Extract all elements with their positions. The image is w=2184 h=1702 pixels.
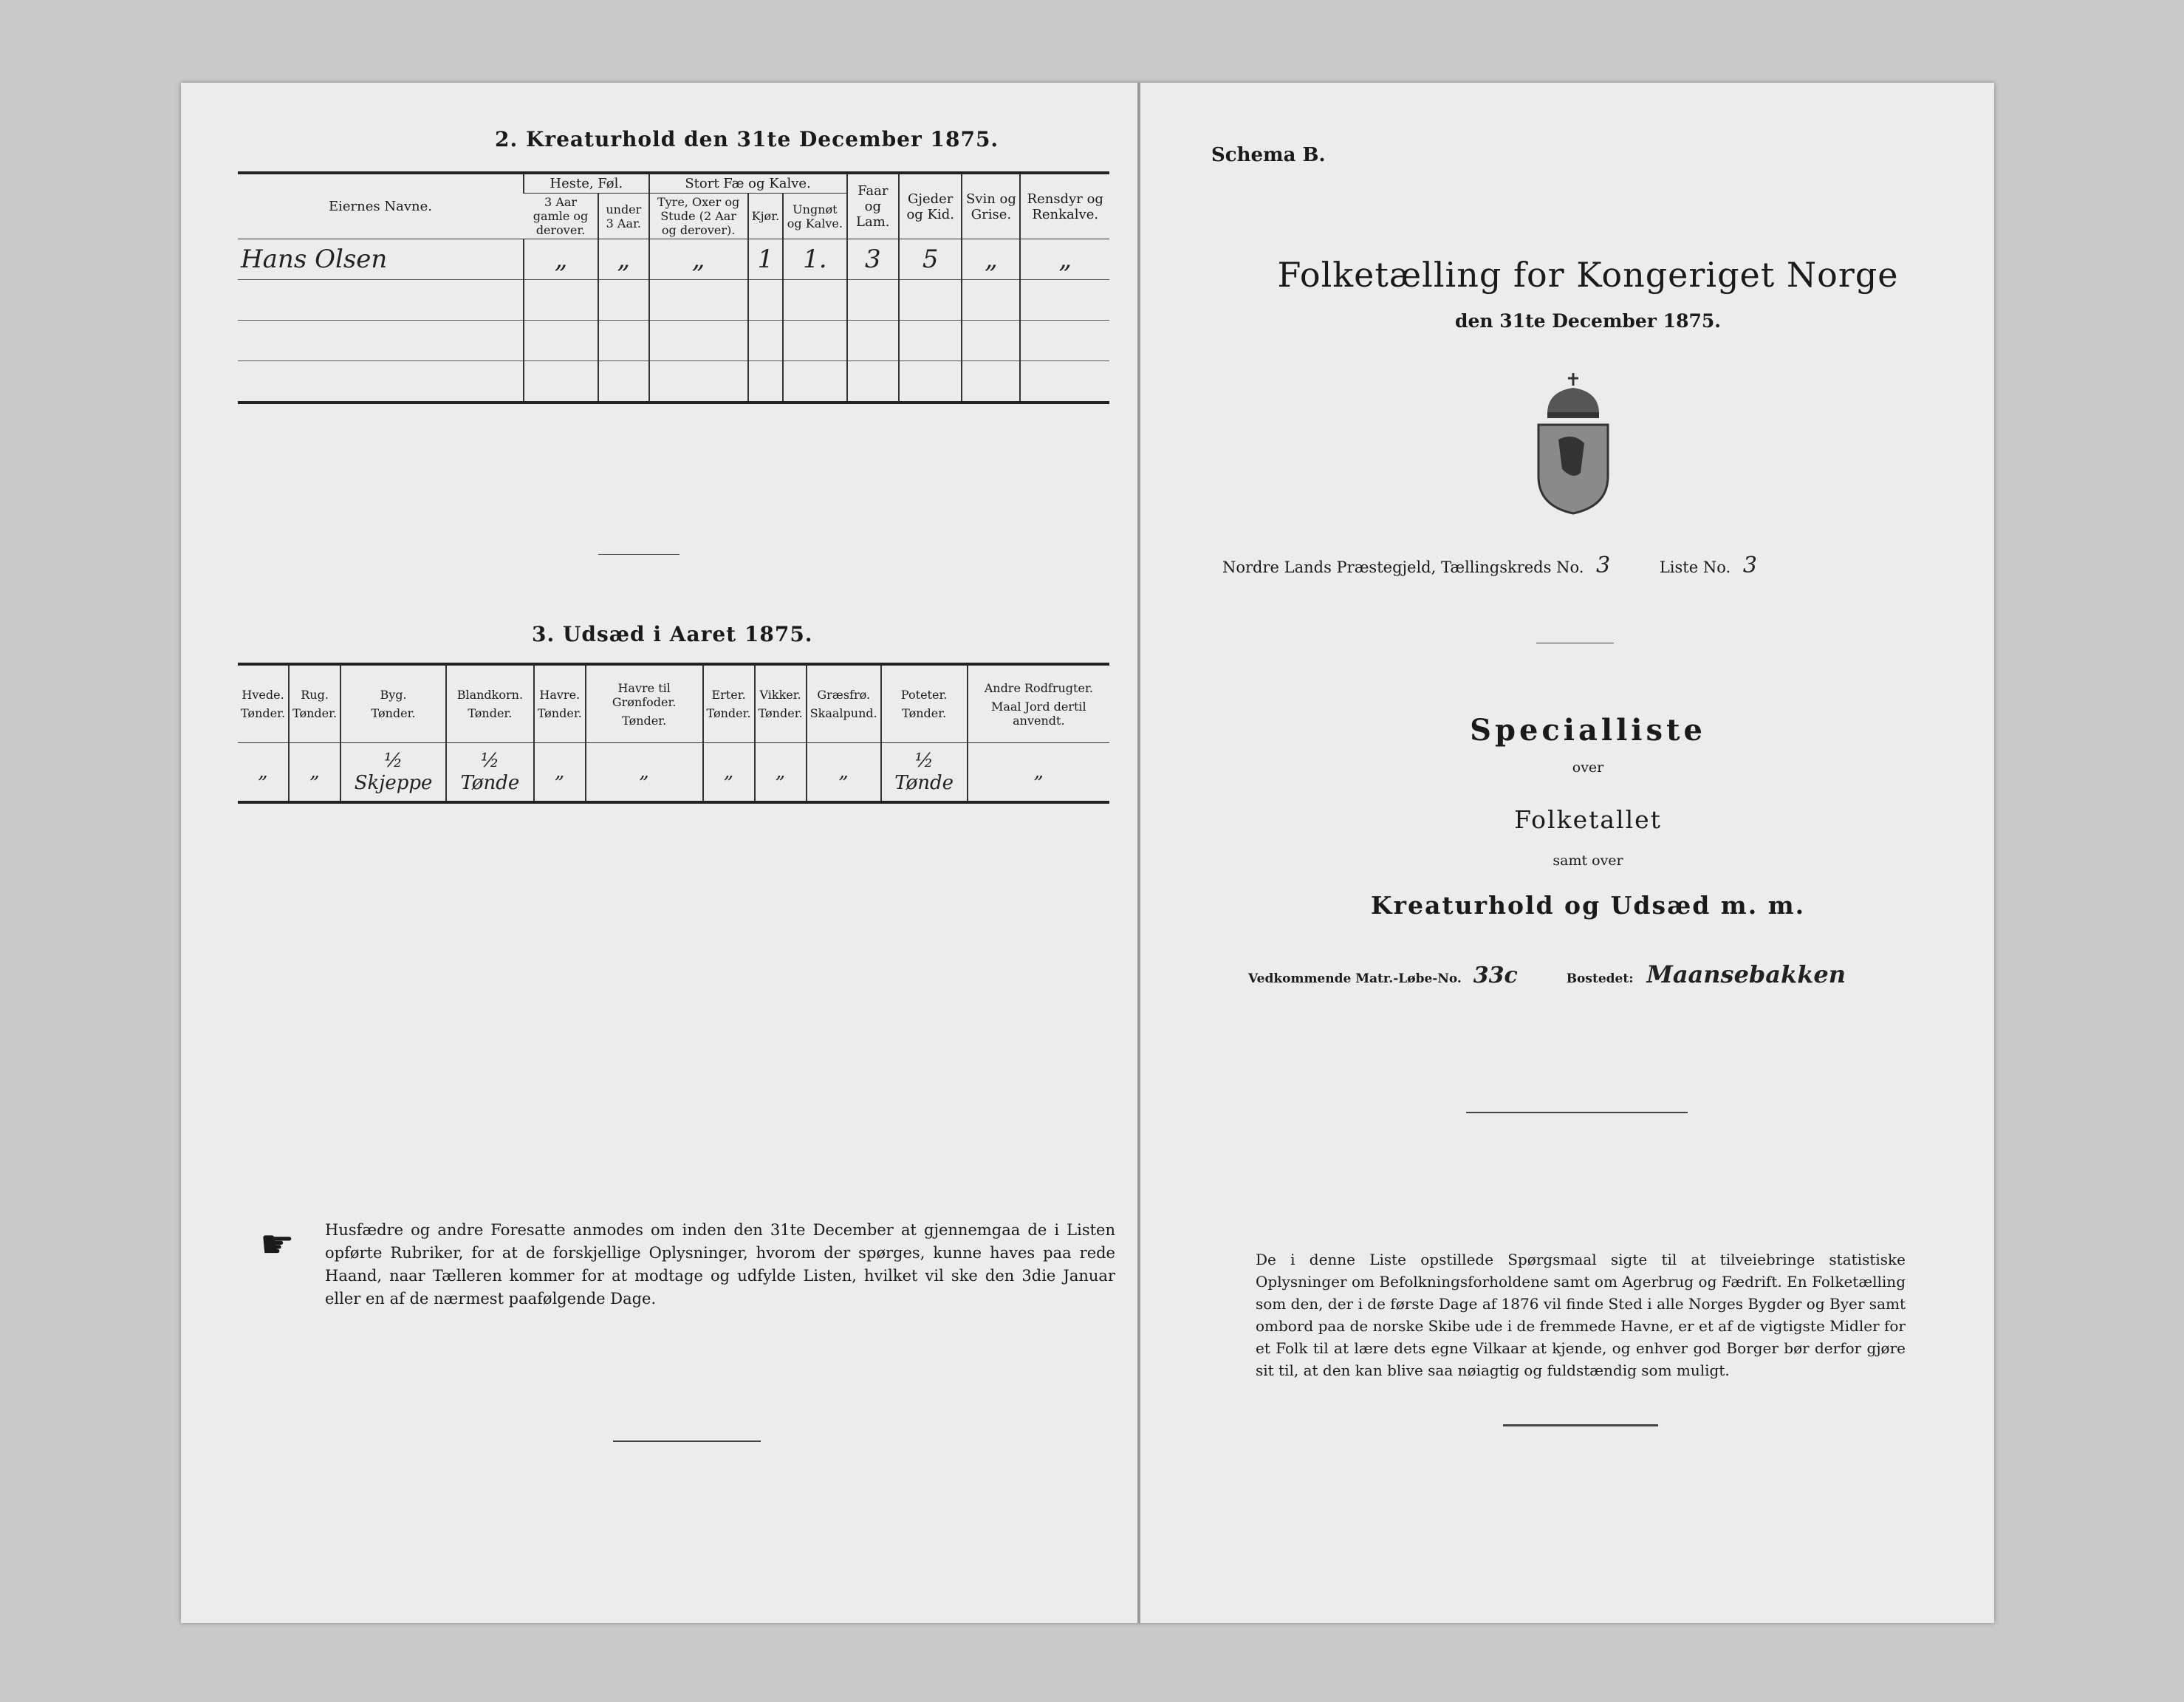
- section3-title: 3. Udsæd i Aaret 1875.: [532, 622, 813, 646]
- livestock-count-cell: „: [524, 239, 598, 280]
- matr-number: 33c: [1473, 963, 1518, 988]
- parish-label: Nordre Lands Præstegjeld, Tællingskreds No.: [1222, 558, 1584, 576]
- seed-table: [238, 663, 1109, 804]
- seed-value-cell: ½ Tønde: [446, 743, 534, 803]
- seed-column-header: [340, 664, 446, 743]
- seed-column-header: [238, 664, 289, 743]
- date-line: den 31te December 1875.: [1455, 310, 1721, 332]
- livestock-count-cell: „: [1020, 239, 1109, 280]
- pointing-hand-icon: ☛: [260, 1223, 295, 1267]
- seed-value-cell: „: [968, 743, 1109, 803]
- liste-number: 3: [1742, 553, 1757, 578]
- livestock-count-cell: „: [598, 239, 648, 280]
- seed-unit-label: Tønder.: [902, 706, 947, 720]
- livestock-count-cell: [649, 361, 748, 403]
- table-row: [238, 239, 1109, 280]
- seed-column-header: [446, 664, 534, 743]
- seed-value-cell: „: [703, 743, 755, 803]
- owner-name-cell: Hans Olsen: [238, 239, 524, 280]
- section2-title: 2. Kreaturhold den 31te December 1875.: [495, 127, 999, 151]
- divider: [598, 554, 679, 555]
- stort-fae-header: Stort Fæ og Kalve.: [649, 173, 847, 194]
- livestock-count-cell: [748, 321, 784, 361]
- livestock-count-cell: [899, 321, 962, 361]
- divider: [613, 1440, 761, 1442]
- seed-crop-label: Andre Rodfrugter.: [984, 680, 1093, 695]
- seed-value-cell: ½ Tønde: [881, 743, 968, 803]
- livestock-count-cell: [1020, 361, 1109, 403]
- notice-text: Husfædre og andre Foresatte anmodes om inden den 31te December at gjennemgaa de i Listen opførte Rubriker, for at de forskjellige Oplysninger, hvorom der spørges, kunne haves paa rede Haand, naar Tælleren kommer for at modtage og udfylde Listen, hvilket vil ske den 3die Januar eller en af de nærmest paafølgende Dage.: [325, 1221, 1115, 1308]
- seed-unit-label: Tønder.: [371, 706, 416, 720]
- table-row: [238, 321, 1109, 361]
- owner-name-cell: [238, 280, 524, 321]
- samt-over-text: samt over: [1553, 852, 1623, 869]
- livestock-count-cell: [649, 321, 748, 361]
- location-line: [1222, 553, 1757, 578]
- owner-name-cell: [238, 321, 524, 361]
- seed-column-header: [586, 664, 703, 743]
- seed-column-header: [807, 664, 881, 743]
- seed-value-cell: „: [238, 743, 289, 803]
- page-fold: [1137, 83, 1140, 1623]
- livestock-count-cell: „: [962, 239, 1020, 280]
- faar-header: Faar og Lam.: [847, 173, 899, 239]
- seed-value-cell: „: [755, 743, 807, 803]
- livestock-count-cell: [748, 361, 784, 403]
- heste-b-header: under 3 Aar.: [598, 194, 648, 239]
- livestock-count-cell: [899, 280, 962, 321]
- matr-line: [1248, 960, 1846, 988]
- livestock-count-cell: 5: [899, 239, 962, 280]
- livestock-count-cell: [524, 280, 598, 321]
- seed-crop-label: Poteter.: [900, 688, 948, 702]
- stort-b-header: Kjør.: [748, 194, 784, 239]
- livestock-count-cell: [962, 321, 1020, 361]
- seed-column-header: [968, 664, 1109, 743]
- livestock-count-cell: [847, 280, 899, 321]
- bosted-value: Maansebakken: [1646, 960, 1846, 988]
- seed-crop-label: Havre til Grønfoder.: [612, 680, 677, 709]
- seed-crop-label: Blandkorn.: [456, 688, 524, 702]
- livestock-count-cell: [783, 321, 846, 361]
- seed-unit-label: Tønder.: [537, 706, 582, 720]
- coat-of-arms-icon: [1533, 369, 1614, 517]
- seed-unit-label: Tønder.: [622, 713, 667, 728]
- livestock-count-cell: [524, 321, 598, 361]
- livestock-count-cell: [598, 280, 648, 321]
- seed-unit-label: Tønder.: [241, 706, 286, 720]
- rensdyr-header: Rensdyr og Renkalve.: [1020, 173, 1109, 239]
- table-row: [238, 361, 1109, 403]
- table-row: [238, 280, 1109, 321]
- seed-column-header: [755, 664, 807, 743]
- livestock-count-cell: 1.: [783, 239, 846, 280]
- livestock-table: [238, 171, 1109, 404]
- matr-label: Vedkommende Matr.-Løbe-No.: [1248, 971, 1462, 986]
- liste-label: Liste No.: [1659, 558, 1731, 576]
- seed-crop-label: Erter.: [711, 688, 746, 702]
- livestock-count-cell: [598, 361, 648, 403]
- kreds-number: 3: [1596, 553, 1611, 578]
- svin-header: Svin og Grise.: [962, 173, 1020, 239]
- livestock-count-cell: „: [649, 239, 748, 280]
- livestock-count-cell: [847, 361, 899, 403]
- seed-unit-label: Maal Jord dertil anvendt.: [990, 699, 1086, 728]
- livestock-count-cell: [847, 321, 899, 361]
- gjeder-header: Gjeder og Kid.: [899, 173, 962, 239]
- seed-value-cell: „: [534, 743, 586, 803]
- seed-unit-label: Tønder.: [292, 706, 338, 720]
- seed-unit-label: Tønder.: [758, 706, 803, 720]
- bosted-label: Bostedet:: [1566, 971, 1634, 986]
- seed-value-cell: ½ Skjeppe: [340, 743, 446, 803]
- livestock-count-cell: [748, 280, 784, 321]
- seed-crop-label: Hvede.: [242, 688, 284, 702]
- livestock-count-cell: [524, 361, 598, 403]
- schema-label: Schema B.: [1211, 144, 1326, 166]
- seed-unit-label: Tønder.: [706, 706, 751, 720]
- livestock-count-cell: [899, 361, 962, 403]
- seed-crop-label: Havre.: [539, 688, 581, 702]
- livestock-count-cell: [598, 321, 648, 361]
- heste-a-header: 3 Aar gamle og derover.: [524, 194, 598, 239]
- seed-crop-label: Vikker.: [759, 688, 801, 702]
- livestock-count-cell: [783, 280, 846, 321]
- kreaturhold-title: Kreaturhold og Udsæd m. m.: [1370, 891, 1806, 920]
- seed-crop-label: Rug.: [301, 688, 329, 702]
- divider: [1503, 1424, 1658, 1426]
- folketallet-title: Folketallet: [1514, 805, 1662, 834]
- divider: [1466, 1112, 1688, 1113]
- main-title: Folketælling for Kongeriget Norge: [1277, 255, 1899, 295]
- livestock-count-cell: [649, 280, 748, 321]
- seed-column-header: [881, 664, 968, 743]
- footer-text: De i denne Liste opstillede Spørgsmaal sigte til at tilveiebringe statistiske Oplysninger om Befolkningsforholdene samt om Agerbrug og Fædrift. En Folketælling som den, der i de første Dage af 1876 vil finde Sted i alle Norges Bygder og Byer samt ombord paa de norske Skibe ude i de fremmede Havne, er et af de vigtigste Midler for et Folk til at lære dets egne Vilkaar at kjende, og enhver god Borger bør derfor gjøre sit til, at den kan blive saa nøiagtig og fuldstændig som muligt.: [1256, 1251, 1906, 1379]
- heste-header: Heste, Føl.: [524, 173, 649, 194]
- stort-c-header: Ungnøt og Kalve.: [783, 194, 846, 239]
- seed-value-cell: „: [586, 743, 703, 803]
- seed-column-header: [703, 664, 755, 743]
- seed-crop-label: Byg.: [380, 688, 407, 702]
- owner-header: Eiernes Navne.: [238, 173, 524, 239]
- seed-column-header: [534, 664, 586, 743]
- livestock-count-cell: 1: [748, 239, 784, 280]
- livestock-count-cell: 3: [847, 239, 899, 280]
- seed-unit-label: Tønder.: [468, 706, 513, 720]
- specialliste-title: Specialliste: [1470, 713, 1706, 748]
- livestock-count-cell: [962, 361, 1020, 403]
- livestock-count-cell: [783, 361, 846, 403]
- over-text: over: [1572, 759, 1604, 776]
- seed-value-cell: „: [807, 743, 881, 803]
- seed-value-cell: „: [289, 743, 340, 803]
- seed-column-header: [289, 664, 340, 743]
- owner-name-cell: [238, 361, 524, 403]
- livestock-count-cell: [1020, 321, 1109, 361]
- seed-crop-label: Græsfrø.: [817, 688, 871, 702]
- seed-unit-label: Skaalpund.: [809, 706, 877, 720]
- livestock-count-cell: [962, 280, 1020, 321]
- livestock-count-cell: [1020, 280, 1109, 321]
- stort-a-header: Tyre, Oxer og Stude (2 Aar og derover).: [649, 194, 748, 239]
